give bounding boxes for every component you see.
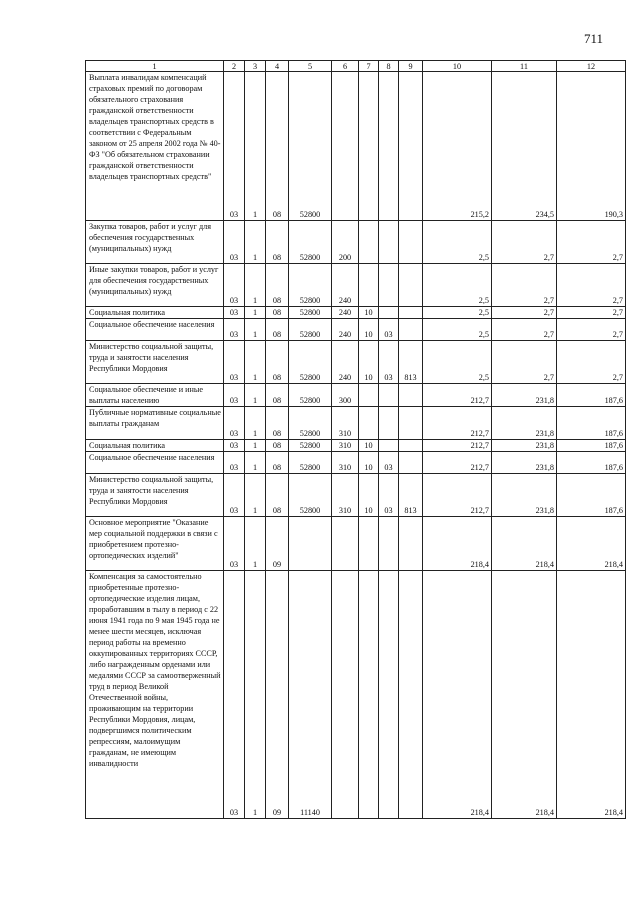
row-cell-col-11: 2,7 bbox=[492, 341, 557, 384]
table-row bbox=[86, 72, 626, 221]
row-cell-col-4: 08 bbox=[266, 72, 289, 221]
row-cell-col-11: 2,7 bbox=[492, 319, 557, 341]
row-cell-col-2: 03 bbox=[224, 440, 245, 452]
row-cell-col-6: 310 bbox=[332, 440, 359, 452]
row-cell-col-10: 212,7 bbox=[423, 474, 492, 517]
row-cell-col-12: 218,4 bbox=[557, 571, 626, 819]
row-cell-col-12: 218,4 bbox=[557, 517, 626, 571]
row-name-cell: Иные закупки товаров, работ и услуг для обеспечения государственных (муниципальных) нужд bbox=[86, 264, 224, 307]
column-header-10: 10 bbox=[423, 61, 492, 72]
row-cell-col-8 bbox=[379, 307, 399, 319]
table-row bbox=[86, 221, 626, 264]
row-cell-col-4: 09 bbox=[266, 571, 289, 819]
row-cell-col-11: 231,8 bbox=[492, 407, 557, 440]
row-cell-col-9 bbox=[399, 319, 423, 341]
row-cell-col-3: 1 bbox=[245, 571, 266, 819]
column-header-11: 11 bbox=[492, 61, 557, 72]
row-cell-col-6 bbox=[332, 571, 359, 819]
row-cell-col-8: 03 bbox=[379, 474, 399, 517]
row-cell-col-3: 1 bbox=[245, 440, 266, 452]
row-cell-col-12: 2,7 bbox=[557, 264, 626, 307]
row-cell-col-11: 231,8 bbox=[492, 452, 557, 474]
row-cell-col-4: 08 bbox=[266, 319, 289, 341]
table-row bbox=[86, 319, 626, 341]
header-row bbox=[86, 61, 626, 72]
row-cell-col-7 bbox=[359, 221, 379, 264]
row-name-cell: Министерство социальной защиты, труда и занятости населения Республики Мордовия bbox=[86, 341, 224, 384]
row-cell-col-3: 1 bbox=[245, 452, 266, 474]
row-cell-col-6: 300 bbox=[332, 384, 359, 407]
table-row bbox=[86, 341, 626, 384]
row-cell-col-7: 10 bbox=[359, 341, 379, 384]
row-cell-col-2: 03 bbox=[224, 341, 245, 384]
row-cell-col-12: 2,7 bbox=[557, 307, 626, 319]
row-cell-col-10: 2,5 bbox=[423, 319, 492, 341]
row-cell-col-8: 03 bbox=[379, 319, 399, 341]
table-row bbox=[86, 517, 626, 571]
table-row bbox=[86, 407, 626, 440]
row-cell-col-9 bbox=[399, 384, 423, 407]
row-cell-col-7: 10 bbox=[359, 440, 379, 452]
row-cell-col-8: 03 bbox=[379, 341, 399, 384]
row-cell-col-11: 218,4 bbox=[492, 571, 557, 819]
row-cell-col-8 bbox=[379, 571, 399, 819]
row-cell-col-6: 310 bbox=[332, 474, 359, 517]
row-cell-col-7 bbox=[359, 407, 379, 440]
row-cell-col-9 bbox=[399, 264, 423, 307]
row-cell-col-11: 218,4 bbox=[492, 517, 557, 571]
row-cell-col-6: 310 bbox=[332, 407, 359, 440]
row-cell-col-10: 215,2 bbox=[423, 72, 492, 221]
row-cell-col-11: 2,7 bbox=[492, 307, 557, 319]
row-cell-col-2: 03 bbox=[224, 384, 245, 407]
column-header-3: 3 bbox=[245, 61, 266, 72]
row-cell-col-10: 2,5 bbox=[423, 264, 492, 307]
table-row bbox=[86, 474, 626, 517]
row-cell-col-10: 218,4 bbox=[423, 571, 492, 819]
row-name-cell: Социальное обеспечение населения bbox=[86, 452, 224, 474]
row-cell-col-3: 1 bbox=[245, 221, 266, 264]
row-cell-col-12: 2,7 bbox=[557, 341, 626, 384]
row-cell-col-10: 218,4 bbox=[423, 517, 492, 571]
row-cell-col-2: 03 bbox=[224, 474, 245, 517]
row-cell-col-12: 187,6 bbox=[557, 407, 626, 440]
column-header-4: 4 bbox=[266, 61, 289, 72]
row-cell-col-5: 52800 bbox=[289, 407, 332, 440]
table-row bbox=[86, 264, 626, 307]
row-cell-col-11: 2,7 bbox=[492, 221, 557, 264]
row-cell-col-7 bbox=[359, 571, 379, 819]
row-cell-col-5: 52800 bbox=[289, 72, 332, 221]
row-cell-col-8: 03 bbox=[379, 452, 399, 474]
row-cell-col-12: 187,6 bbox=[557, 452, 626, 474]
table-row bbox=[86, 440, 626, 452]
row-cell-col-11: 231,8 bbox=[492, 440, 557, 452]
row-cell-col-7: 10 bbox=[359, 474, 379, 517]
row-cell-col-6: 240 bbox=[332, 319, 359, 341]
page-number: 711 bbox=[584, 31, 604, 46]
row-cell-col-5: 52800 bbox=[289, 474, 332, 517]
row-cell-col-5: 52800 bbox=[289, 452, 332, 474]
row-cell-col-10: 212,7 bbox=[423, 440, 492, 452]
row-cell-col-8 bbox=[379, 517, 399, 571]
row-name-cell: Социальная политика bbox=[86, 307, 224, 319]
row-name-cell: Выплата инвалидам компенсаций страховых премий по договорам обязательного страхования гражданской ответственности владельцев транспортных средств в соответствии с Федеральным законом от 25 апреля 2002 года № 40-ФЗ "Об обязательном страховании гражданской ответственности владельцев транспортных средств" bbox=[86, 72, 224, 221]
column-header-9: 9 bbox=[399, 61, 423, 72]
row-cell-col-7: 10 bbox=[359, 452, 379, 474]
row-cell-col-3: 1 bbox=[245, 319, 266, 341]
row-cell-col-10: 212,7 bbox=[423, 384, 492, 407]
row-cell-col-7: 10 bbox=[359, 319, 379, 341]
row-cell-col-2: 03 bbox=[224, 221, 245, 264]
row-cell-col-2: 03 bbox=[224, 517, 245, 571]
table-row bbox=[86, 452, 626, 474]
row-cell-col-4: 08 bbox=[266, 264, 289, 307]
row-cell-col-3: 1 bbox=[245, 264, 266, 307]
row-cell-col-5: 52800 bbox=[289, 341, 332, 384]
row-cell-col-7 bbox=[359, 72, 379, 221]
row-cell-col-9: 813 bbox=[399, 341, 423, 384]
row-cell-col-4: 08 bbox=[266, 452, 289, 474]
row-cell-col-5: 52800 bbox=[289, 307, 332, 319]
row-cell-col-10: 2,5 bbox=[423, 221, 492, 264]
row-cell-col-7 bbox=[359, 517, 379, 571]
row-cell-col-8 bbox=[379, 407, 399, 440]
row-cell-col-10: 212,7 bbox=[423, 407, 492, 440]
row-cell-col-2: 03 bbox=[224, 319, 245, 341]
row-cell-col-2: 03 bbox=[224, 264, 245, 307]
row-name-cell: Закупка товаров, работ и услуг для обеспечения государственных (муниципальных) нужд bbox=[86, 221, 224, 264]
row-cell-col-9 bbox=[399, 571, 423, 819]
row-cell-col-10: 2,5 bbox=[423, 307, 492, 319]
column-header-7: 7 bbox=[359, 61, 379, 72]
row-cell-col-8 bbox=[379, 221, 399, 264]
row-cell-col-8 bbox=[379, 264, 399, 307]
row-cell-col-6 bbox=[332, 72, 359, 221]
row-cell-col-5: 52800 bbox=[289, 319, 332, 341]
table-row bbox=[86, 571, 626, 819]
row-cell-col-5 bbox=[289, 517, 332, 571]
row-cell-col-4: 08 bbox=[266, 384, 289, 407]
row-cell-col-4: 09 bbox=[266, 517, 289, 571]
row-cell-col-10: 212,7 bbox=[423, 452, 492, 474]
row-cell-col-9 bbox=[399, 452, 423, 474]
row-cell-col-9 bbox=[399, 517, 423, 571]
row-cell-col-4: 08 bbox=[266, 341, 289, 384]
row-cell-col-9: 813 bbox=[399, 474, 423, 517]
row-cell-col-4: 08 bbox=[266, 440, 289, 452]
row-cell-col-12: 190,3 bbox=[557, 72, 626, 221]
row-cell-col-5: 52800 bbox=[289, 264, 332, 307]
row-cell-col-11: 234,5 bbox=[492, 72, 557, 221]
column-header-5: 5 bbox=[289, 61, 332, 72]
table-row bbox=[86, 384, 626, 407]
row-name-cell: Компенсация за самостоятельно приобретенные протезно-ортопедические изделия лицам, проработавшим в тылу в период с 22 июня 1941 года по 9 мая 1945 года не менее шести месяцев, исключая период работы на временно оккупированных территориях СССР, либо награжденным орденами или медалями СССР за самоотверженный труд в период Великой Отечественной войны, проживающим на территории Республики Мордовия, лицам, подвергшимся политическим репрессиям, малоимущим гражданам, не имеющим инвалидности bbox=[86, 571, 224, 819]
row-cell-col-12: 2,7 bbox=[557, 319, 626, 341]
row-cell-col-6 bbox=[332, 517, 359, 571]
row-cell-col-5: 52800 bbox=[289, 440, 332, 452]
row-cell-col-6: 240 bbox=[332, 307, 359, 319]
row-cell-col-6: 200 bbox=[332, 221, 359, 264]
row-name-cell: Публичные нормативные социальные выплаты гражданам bbox=[86, 407, 224, 440]
row-cell-col-12: 187,6 bbox=[557, 384, 626, 407]
row-name-cell: Министерство социальной защиты, труда и занятости населения Республики Мордовия bbox=[86, 474, 224, 517]
row-cell-col-2: 03 bbox=[224, 72, 245, 221]
column-header-2: 2 bbox=[224, 61, 245, 72]
row-cell-col-11: 231,8 bbox=[492, 384, 557, 407]
row-cell-col-7: 10 bbox=[359, 307, 379, 319]
row-cell-col-7 bbox=[359, 264, 379, 307]
row-cell-col-5: 52800 bbox=[289, 384, 332, 407]
row-cell-col-3: 1 bbox=[245, 474, 266, 517]
row-cell-col-2: 03 bbox=[224, 407, 245, 440]
row-cell-col-5: 11140 bbox=[289, 571, 332, 819]
column-header-8: 8 bbox=[379, 61, 399, 72]
row-cell-col-10: 2,5 bbox=[423, 341, 492, 384]
row-cell-col-11: 2,7 bbox=[492, 264, 557, 307]
row-cell-col-9 bbox=[399, 440, 423, 452]
column-header-12: 12 bbox=[557, 61, 626, 72]
row-cell-col-3: 1 bbox=[245, 341, 266, 384]
row-cell-col-9 bbox=[399, 72, 423, 221]
row-cell-col-6: 310 bbox=[332, 452, 359, 474]
row-name-cell: Социальное обеспечение населения bbox=[86, 319, 224, 341]
row-cell-col-5: 52800 bbox=[289, 221, 332, 264]
row-cell-col-3: 1 bbox=[245, 517, 266, 571]
row-cell-col-12: 2,7 bbox=[557, 221, 626, 264]
row-name-cell: Социальное обеспечение и иные выплаты населению bbox=[86, 384, 224, 407]
row-cell-col-11: 231,8 bbox=[492, 474, 557, 517]
row-cell-col-3: 1 bbox=[245, 307, 266, 319]
row-cell-col-4: 08 bbox=[266, 221, 289, 264]
row-cell-col-6: 240 bbox=[332, 264, 359, 307]
row-cell-col-7 bbox=[359, 384, 379, 407]
row-cell-col-9 bbox=[399, 307, 423, 319]
row-cell-col-4: 08 bbox=[266, 307, 289, 319]
column-header-1: 1 bbox=[86, 61, 224, 72]
row-cell-col-8 bbox=[379, 384, 399, 407]
column-header-6: 6 bbox=[332, 61, 359, 72]
row-cell-col-3: 1 bbox=[245, 384, 266, 407]
row-cell-col-12: 187,6 bbox=[557, 474, 626, 517]
row-name-cell: Основное мероприятие "Оказание мер социальной поддержки в связи с приобретением протезно-ортопедических изделий" bbox=[86, 517, 224, 571]
row-cell-col-6: 240 bbox=[332, 341, 359, 384]
row-cell-col-2: 03 bbox=[224, 571, 245, 819]
row-cell-col-8 bbox=[379, 440, 399, 452]
row-cell-col-3: 1 bbox=[245, 72, 266, 221]
row-cell-col-3: 1 bbox=[245, 407, 266, 440]
table-row bbox=[86, 307, 626, 319]
row-name-cell: Социальная политика bbox=[86, 440, 224, 452]
row-cell-col-9 bbox=[399, 221, 423, 264]
row-cell-col-2: 03 bbox=[224, 452, 245, 474]
row-cell-col-4: 08 bbox=[266, 474, 289, 517]
row-cell-col-8 bbox=[379, 72, 399, 221]
row-cell-col-2: 03 bbox=[224, 307, 245, 319]
budget-table bbox=[85, 60, 626, 819]
row-cell-col-12: 187,6 bbox=[557, 440, 626, 452]
row-cell-col-9 bbox=[399, 407, 423, 440]
row-cell-col-4: 08 bbox=[266, 407, 289, 440]
